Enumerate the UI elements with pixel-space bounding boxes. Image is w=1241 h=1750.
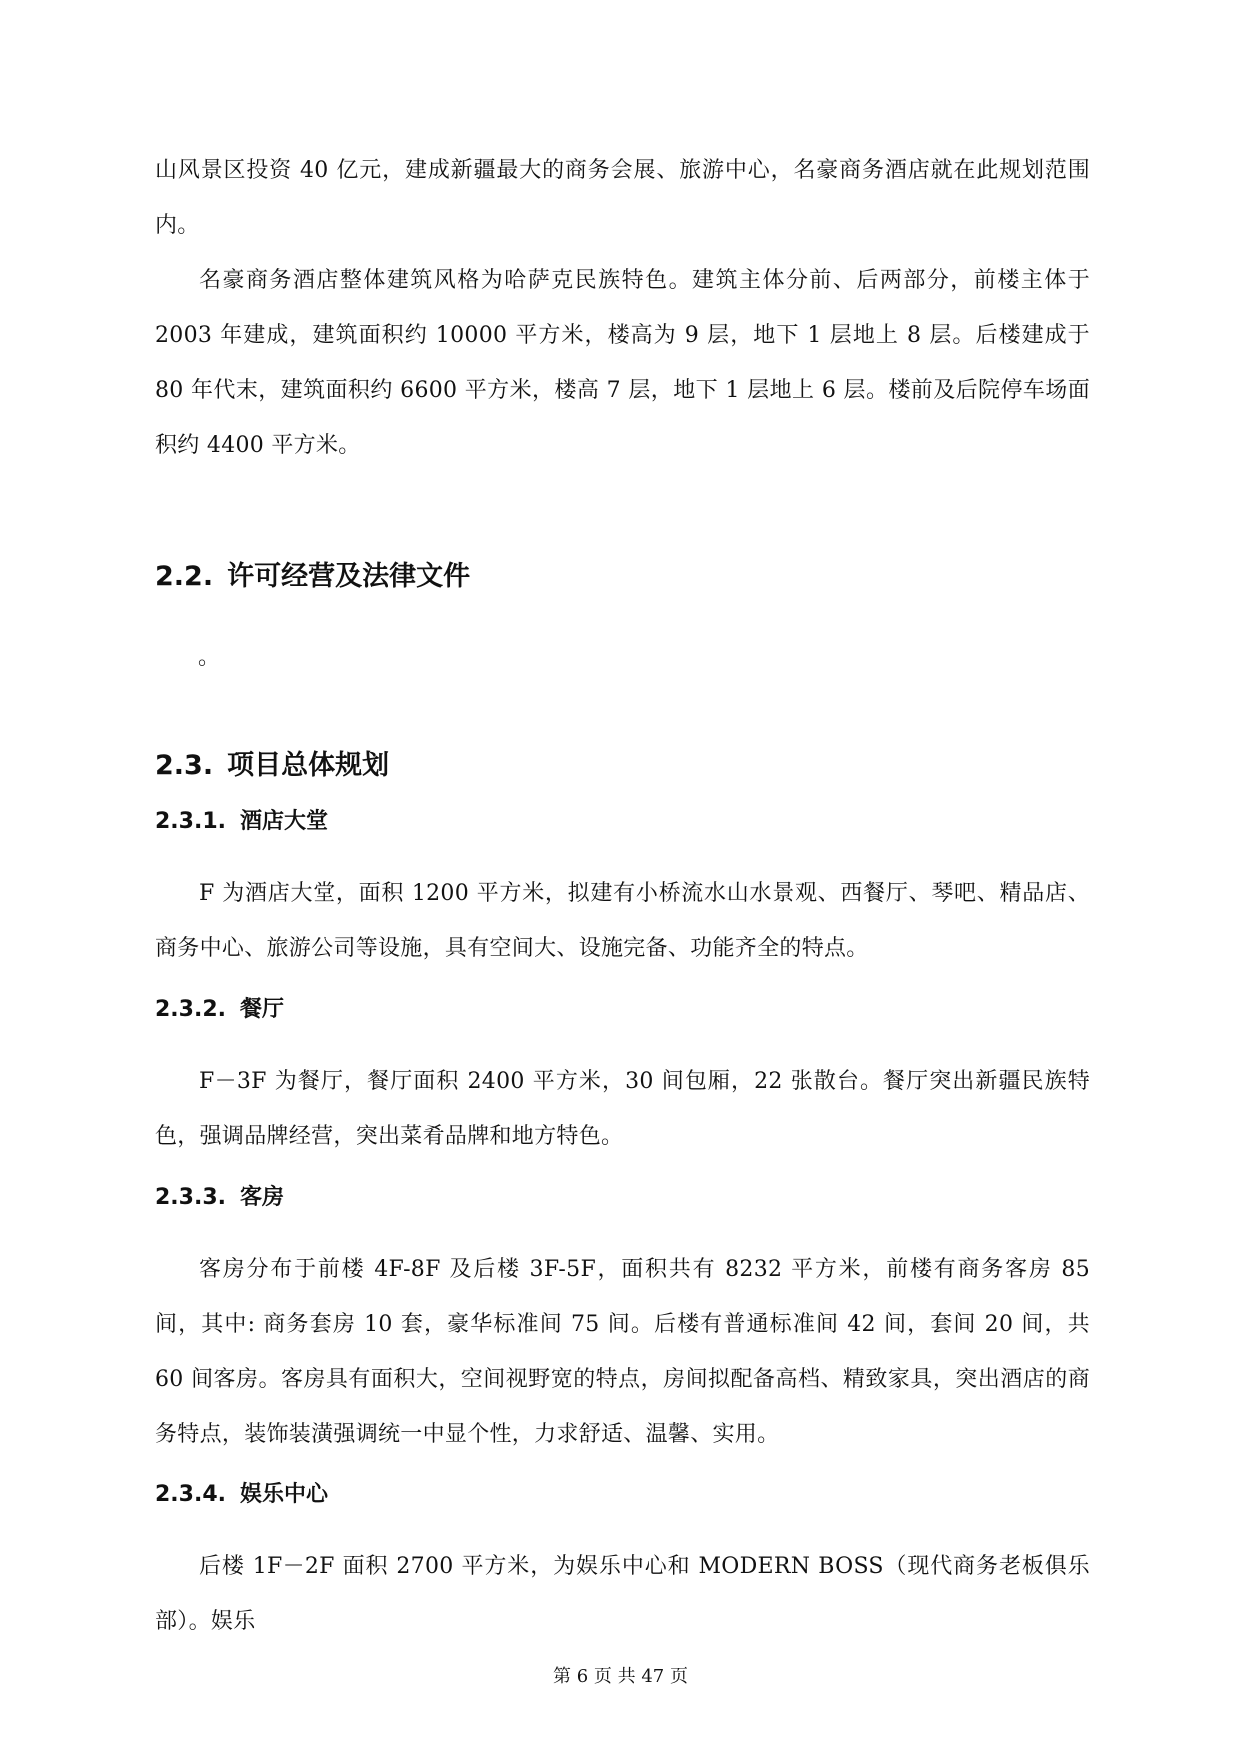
paragraph-text: 名豪商务酒店整体建筑风格为哈萨克民族特色。建筑主体分前、后两部分，前楼主体于 2003 年建成，建筑面积约 10000 平方米，楼高为 9 层，地下 1 层地上 8 层。后楼建成于 80 年代末，建筑面积约 6600 平方米，楼高 7 层，地下 1 层地上 6 层。楼前及后院停车场面积约 4400 平方米。 xyxy=(155,268,1090,458)
subsection-heading-2-3-2 xyxy=(155,992,284,1023)
page-number-label: 第 6 页 共 47 页 xyxy=(553,1666,688,1687)
subsection-heading-2-3-4 xyxy=(155,1477,328,1508)
placeholder-paragraph: 。 xyxy=(198,645,221,670)
section-title: 项目总体规划 xyxy=(227,750,390,781)
section-number: 2.2. xyxy=(155,561,214,592)
paragraph-entertainment xyxy=(155,1539,1090,1649)
section-number: 2.3.2. xyxy=(155,997,226,1022)
section-title: 客房 xyxy=(240,1185,285,1210)
paragraph-guest-rooms xyxy=(155,1242,1090,1462)
section-number: 2.3. xyxy=(155,750,214,781)
section-number: 2.3.1. xyxy=(155,809,226,834)
paragraph-restaurant xyxy=(155,1054,1090,1164)
paragraph-intro-tail xyxy=(155,143,1090,253)
paragraph-text: F－3F 为餐厅，餐厅面积 2400 平方米，30 间包厢，22 张散台。餐厅突出新疆民族特色，强调品牌经营，突出菜肴品牌和地方特色。 xyxy=(155,1069,1090,1149)
paragraph-building-overview xyxy=(155,253,1090,473)
paragraph-text: 山风景区投资 40 亿元，建成新疆最大的商务会展、旅游中心，名豪商务酒店就在此规划范围内。 xyxy=(155,158,1090,238)
paragraph-text: F 为酒店大堂，面积 1200 平方米，拟建有小桥流水山水景观、西餐厅、琴吧、精品店、商务中心、旅游公司等设施，具有空间大、设施完备、功能齐全的特点。 xyxy=(155,881,1090,961)
subsection-heading-2-3-3 xyxy=(155,1180,284,1211)
section-title: 餐厅 xyxy=(240,997,285,1022)
section-heading-2-3 xyxy=(155,743,389,782)
section-title: 娱乐中心 xyxy=(240,1482,329,1507)
paragraph-text: 客房分布于前楼 4F-8F 及后楼 3F-5F，面积共有 8232 平方米，前楼有商务客房 85 间，其中: 商务套房 10 套，豪华标准间 75 间。后楼有普通标准间 42 间，套间 20 间，共 60 间客房。客房具有面积大，空间视野宽的特点，房间拟配备高档、精致家具，突出酒店的商务特点，装饰装潢强调统一中显个性，力求舒适、温馨、实用。 xyxy=(155,1257,1090,1447)
section-number: 2.3.4. xyxy=(155,1482,226,1507)
section-number: 2.3.3. xyxy=(155,1185,226,1210)
subsection-heading-2-3-1 xyxy=(155,804,328,835)
section-title: 酒店大堂 xyxy=(240,809,329,834)
section-heading-2-2 xyxy=(155,554,470,593)
section-title: 许可经营及法律文件 xyxy=(227,561,471,592)
paragraph-lobby xyxy=(155,866,1090,976)
paragraph-text: 后楼 1F－2F 面积 2700 平方米，为娱乐中心和 MODERN BOSS（现代商务老板俱乐部）。娱乐 xyxy=(155,1554,1090,1634)
page-footer xyxy=(0,1662,1241,1688)
